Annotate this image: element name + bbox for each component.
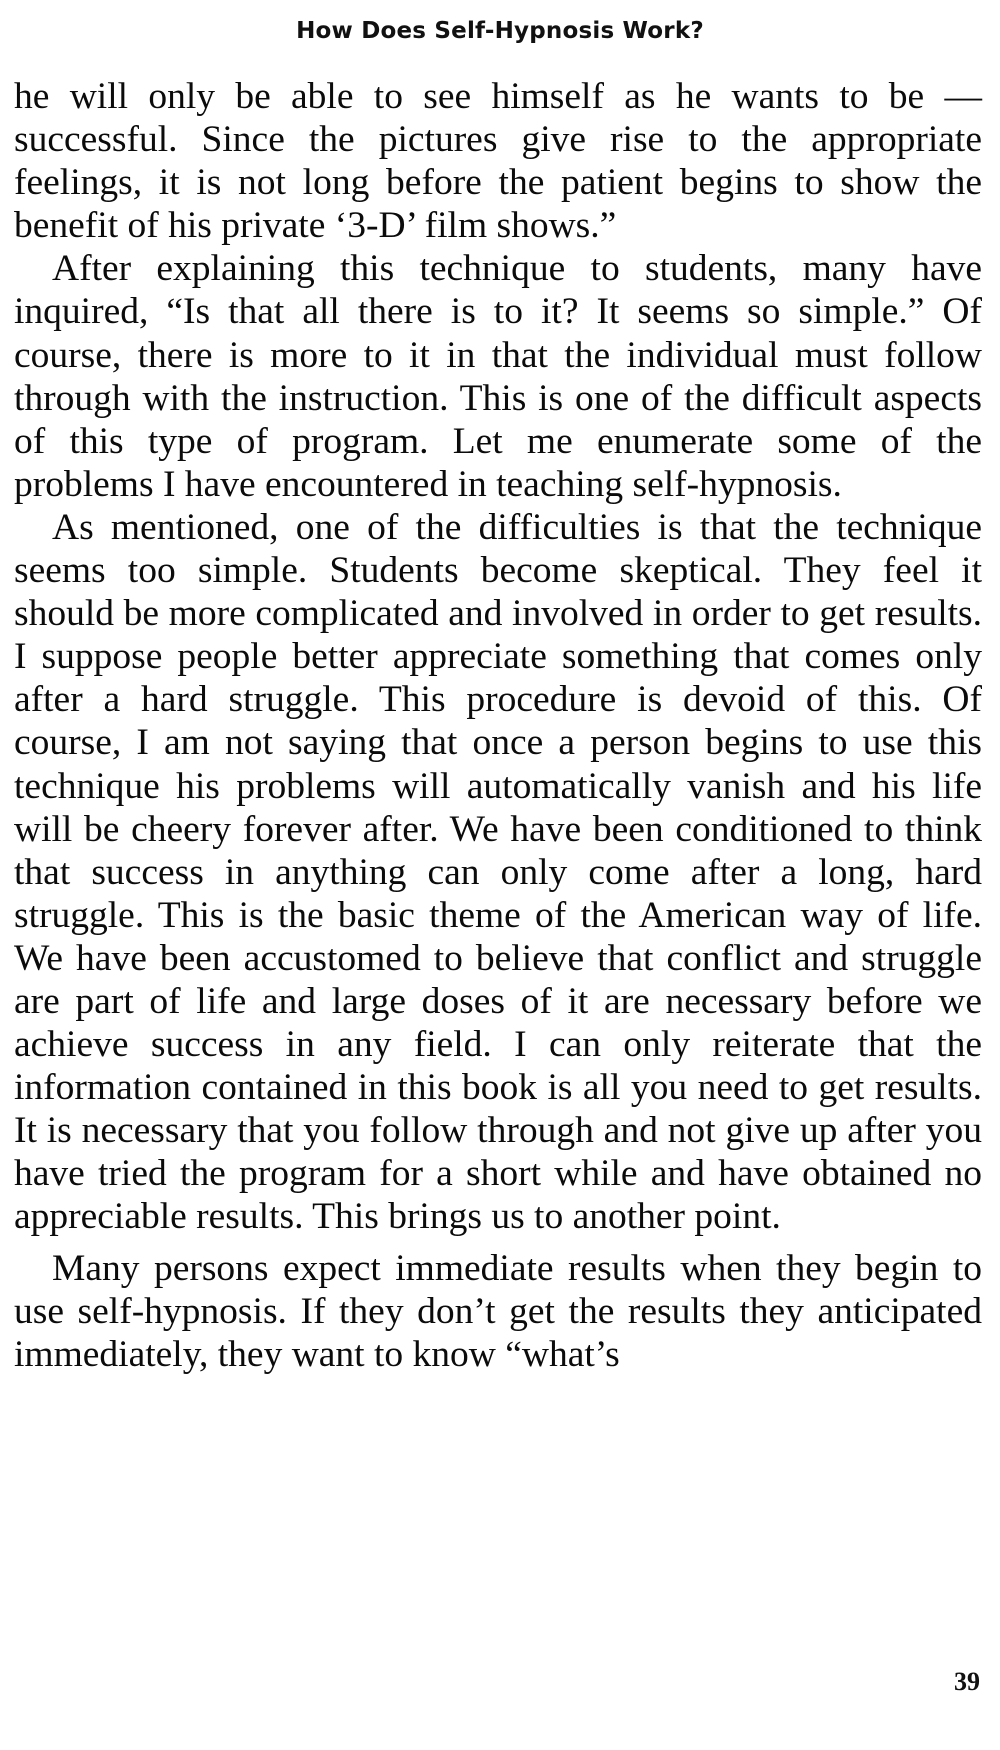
paragraph: After explaining this technique to students, many have inquired, “Is that all there is to it? It seems so simple.” Of course, there is more to it in that the individual must follow through with the instruction. This is one of the difficult aspects of this type of program. Let me enumerate some of the problems I have encountered in teaching self-hypnosis. (14, 248, 982, 505)
body-text (14, 75, 982, 1376)
paragraph: Many persons expect immediate results when they begin to use self-hypnosis. If they don’t get the results they anticipated immediately, they want to know “what’s (14, 1247, 982, 1375)
paragraph-continued: he will only be able to see himself as he wants to be — successful. Since the pictures give rise to the appropriate feelings, it is not long before the patient begins to show the benefit of his private ‘3-D’ film shows.” (14, 76, 982, 247)
running-head: How Does Self-Hypnosis Work? (296, 18, 704, 44)
page-number: 39 (954, 1667, 980, 1696)
paragraph: As mentioned, one of the difficulties is that the technique seems too simple. Students become skeptical. They feel it should be more complicated and involved in order to get results. I suppose people better appreciate something that comes only after a hard struggle. This procedure is devoid of this. Of course, I am not saying that once a person begins to use this technique his problems will automatically vanish and his life will be cheery forever after. We have been conditioned to think that success in anything can only come after a long, hard struggle. This is the basic theme of the American way of life. We have been accustomed to believe that conflict and struggle are part of life and large doses of it are necessary before we achieve success in any field. I can only reiterate that the information contained in this book is all you need to get results. It is necessary that you follow through and not give up after you have tried the program for a short while and have obtained no appreciable results. This brings us to another point. (14, 506, 982, 1238)
